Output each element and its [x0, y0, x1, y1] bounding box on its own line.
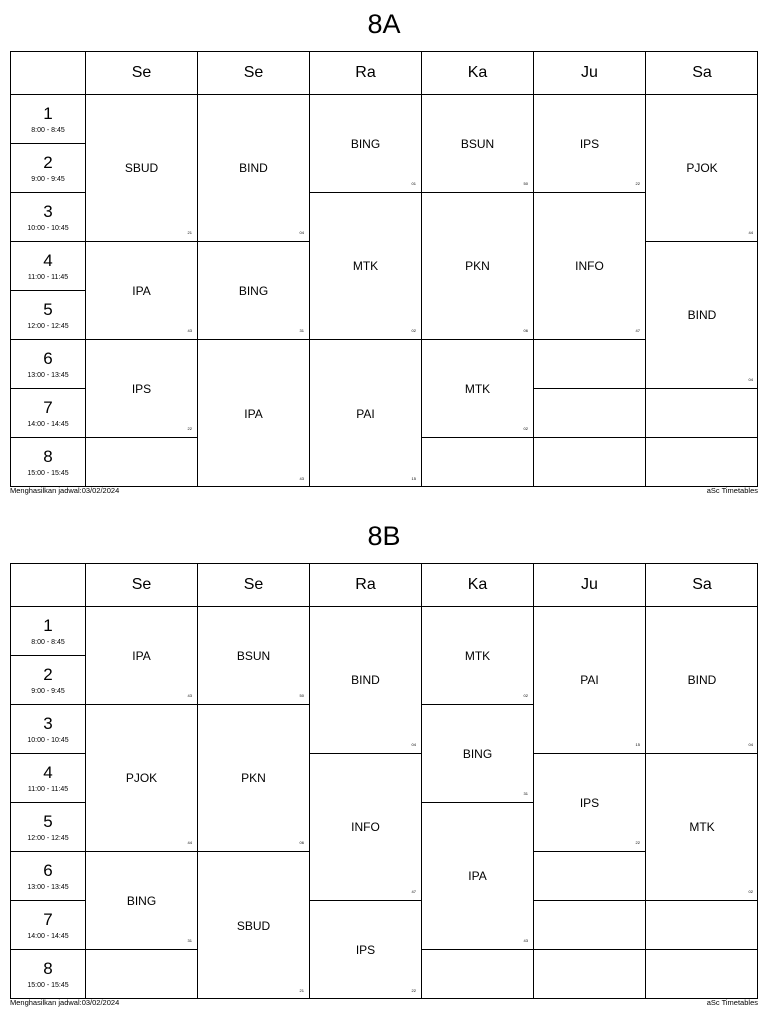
day-header: Sa — [646, 52, 758, 95]
subject-label: BSUN — [460, 136, 495, 151]
subject-label: IPA — [132, 283, 151, 298]
period-cell — [11, 95, 86, 144]
empty-slot — [646, 950, 758, 999]
day-header: Se — [86, 564, 198, 607]
corner-cell — [11, 564, 86, 607]
lesson-block — [534, 193, 646, 340]
subject-label: BIND — [351, 673, 380, 687]
period-cell — [11, 901, 86, 950]
day-header: Ka — [422, 52, 534, 95]
subject-label: PAI — [580, 673, 599, 687]
period-number: 8 — [43, 447, 53, 466]
empty-slot — [86, 438, 198, 487]
room-number: 31 — [299, 328, 304, 333]
period-number: 3 — [43, 713, 53, 733]
period-cell — [11, 607, 86, 656]
subject-label: PJOK — [125, 771, 158, 785]
period-cell — [11, 754, 86, 803]
room-number: 06 — [299, 840, 304, 845]
room-number: 47 — [635, 328, 640, 333]
subject-label: BSUN — [236, 648, 271, 663]
period-number: 1 — [43, 103, 53, 123]
lesson-block — [86, 340, 198, 438]
day-header: Se — [86, 52, 198, 95]
period-number: 6 — [43, 348, 53, 368]
period-cell — [11, 242, 86, 291]
subject-label: BING — [238, 283, 269, 298]
room-number: 31 — [523, 791, 528, 796]
subject-label: BING — [462, 746, 493, 761]
period-time: 13:00 - 13:45 — [27, 371, 69, 379]
generated-date: Menghasilkan jadwal:03/02/2024 — [10, 998, 120, 1007]
period-cell — [11, 340, 86, 389]
room-number: 04 — [748, 742, 753, 747]
subject-label: MTK — [352, 259, 379, 273]
lesson-block — [86, 705, 198, 852]
day-header: Ka — [422, 564, 534, 607]
period-time: 9:00 - 9:45 — [31, 687, 65, 695]
period-cell — [11, 291, 86, 340]
lesson-block — [422, 607, 534, 705]
room-number: 04 — [748, 377, 753, 382]
corner-cell — [11, 52, 86, 95]
room-number: 44 — [187, 840, 192, 845]
lesson-block — [422, 705, 534, 803]
subject-label: IPA — [468, 869, 487, 883]
day-header: Ju — [534, 564, 646, 607]
subject-label: PKN — [241, 771, 266, 785]
period-cell — [11, 389, 86, 438]
subject-label: BING — [126, 893, 157, 908]
timetable-8b — [0, 512, 768, 1024]
lesson-block — [198, 852, 310, 999]
room-number: 43 — [299, 476, 304, 481]
empty-slot — [646, 438, 758, 487]
period-time: 8:00 - 8:45 — [31, 126, 65, 134]
day-header: Sa — [646, 564, 758, 607]
brand-label: aSc Timetables — [706, 998, 758, 1007]
subject-label: PAI — [356, 406, 375, 421]
room-number: 47 — [411, 889, 416, 894]
empty-slot — [534, 389, 646, 438]
empty-slot — [534, 438, 646, 487]
day-header: Ra — [310, 564, 422, 607]
period-number: 2 — [43, 664, 53, 684]
period-number: 7 — [43, 397, 53, 417]
lesson-block — [310, 607, 422, 754]
room-number: 15 — [411, 476, 416, 481]
period-cell — [11, 705, 86, 754]
subject-label: BIND — [239, 161, 268, 175]
subject-label: IPS — [579, 136, 600, 151]
period-number: 5 — [43, 299, 53, 319]
lesson-block — [310, 193, 422, 340]
lesson-block — [534, 607, 646, 754]
room-number: 43 — [187, 328, 192, 333]
room-number: 22 — [635, 840, 640, 845]
timetable-title: 8B — [367, 521, 401, 551]
room-number: 43 — [187, 693, 192, 698]
subject-label: INFO — [351, 820, 380, 834]
period-cell — [11, 852, 86, 901]
room-number: 04 — [299, 230, 304, 235]
lesson-block — [422, 95, 534, 193]
generated-date: Menghasilkan jadwal:03/02/2024 — [10, 486, 120, 495]
period-time: 14:00 - 14:45 — [27, 420, 69, 428]
timetable-grid — [10, 51, 758, 487]
period-cell — [11, 803, 86, 852]
period-number: 3 — [43, 201, 53, 221]
empty-slot — [86, 950, 198, 999]
lesson-block — [310, 754, 422, 901]
room-number: 43 — [523, 938, 528, 943]
subject-label: MTK — [464, 648, 491, 663]
empty-slot — [422, 438, 534, 487]
empty-slot — [534, 950, 646, 999]
lesson-block — [646, 242, 758, 389]
period-number: 2 — [43, 152, 53, 172]
lesson-block — [310, 340, 422, 487]
period-cell — [11, 438, 86, 487]
lesson-block — [646, 95, 758, 242]
subject-label: IPA — [132, 648, 151, 663]
room-number: 50 — [299, 693, 304, 698]
lesson-block — [198, 95, 310, 242]
subject-label: BIND — [687, 308, 717, 322]
subject-label: MTK — [689, 820, 715, 834]
lesson-block — [86, 242, 198, 340]
lesson-block — [422, 193, 534, 340]
period-time: 15:00 - 15:45 — [27, 470, 69, 477]
period-time: 10:00 - 10:45 — [27, 736, 69, 744]
lesson-block — [534, 95, 646, 193]
day-header: Ju — [534, 52, 646, 95]
room-number: 02 — [411, 328, 416, 333]
period-time: 11:00 - 11:45 — [27, 273, 69, 281]
subject-label: SBUD — [124, 161, 159, 175]
lesson-block — [198, 705, 310, 852]
period-number: 6 — [43, 860, 53, 880]
lesson-block — [198, 242, 310, 340]
timetable-grid — [10, 563, 758, 999]
room-number: 44 — [748, 230, 753, 235]
timetable-title: 8A — [367, 9, 401, 39]
brand-label: aSc Timetables — [706, 486, 758, 495]
period-time: 14:00 - 14:45 — [27, 932, 69, 940]
period-time: 10:00 - 10:45 — [27, 224, 69, 232]
lesson-block — [310, 901, 422, 999]
lesson-block — [534, 754, 646, 852]
period-number: 4 — [43, 250, 53, 270]
room-number: 01 — [411, 181, 416, 186]
room-number: 50 — [523, 181, 528, 186]
subject-label: MTK — [464, 381, 491, 396]
subject-label: IPS — [355, 943, 376, 957]
empty-slot — [646, 901, 758, 950]
lesson-block — [86, 607, 198, 705]
room-number: 22 — [411, 988, 416, 993]
room-number: 31 — [187, 938, 192, 943]
subject-label: IPS — [579, 795, 600, 810]
period-time: 13:00 - 13:45 — [27, 883, 69, 891]
subject-label: PKN — [465, 259, 490, 273]
lesson-block — [646, 754, 758, 901]
period-time: 8:00 - 8:45 — [31, 638, 65, 646]
lesson-block — [86, 95, 198, 242]
period-number: 1 — [43, 615, 53, 635]
empty-slot — [534, 340, 646, 389]
period-time: 12:00 - 12:45 — [27, 322, 69, 330]
period-cell — [11, 144, 86, 193]
room-number: 02 — [523, 693, 528, 698]
period-number: 5 — [43, 811, 53, 831]
empty-slot — [422, 950, 534, 999]
period-time: 9:00 - 9:45 — [31, 175, 65, 183]
room-number: 21 — [187, 230, 192, 235]
period-time: 11:00 - 11:45 — [27, 785, 69, 793]
lesson-block — [646, 607, 758, 754]
room-number: 22 — [635, 181, 640, 186]
period-cell — [11, 950, 86, 999]
room-number: 22 — [187, 426, 192, 431]
period-number: 7 — [43, 909, 53, 929]
lesson-block — [86, 852, 198, 950]
lesson-block — [198, 607, 310, 705]
subject-label: IPS — [131, 381, 152, 396]
subject-label: IPA — [244, 406, 263, 421]
subject-label: BIND — [687, 673, 717, 687]
day-header: Ra — [310, 52, 422, 95]
empty-slot — [534, 901, 646, 950]
lesson-block — [422, 340, 534, 438]
period-time: 15:00 - 15:45 — [27, 982, 69, 989]
room-number: 02 — [523, 426, 528, 431]
room-number: 02 — [748, 889, 753, 894]
period-number: 8 — [43, 959, 53, 978]
period-number: 4 — [43, 762, 53, 782]
period-cell — [11, 193, 86, 242]
lesson-block — [198, 340, 310, 487]
empty-slot — [534, 852, 646, 901]
subject-label: INFO — [575, 259, 604, 273]
period-time: 12:00 - 12:45 — [27, 834, 69, 842]
empty-slot — [646, 389, 758, 438]
subject-label: SBUD — [236, 918, 271, 933]
subject-label: PJOK — [686, 161, 718, 175]
day-header: Se — [198, 52, 310, 95]
room-number: 04 — [411, 742, 416, 747]
room-number: 06 — [523, 328, 528, 333]
lesson-block — [422, 803, 534, 950]
day-header: Se — [198, 564, 310, 607]
room-number: 21 — [299, 988, 304, 993]
period-cell — [11, 656, 86, 705]
room-number: 15 — [635, 742, 640, 747]
lesson-block — [310, 95, 422, 193]
subject-label: BING — [350, 136, 381, 151]
